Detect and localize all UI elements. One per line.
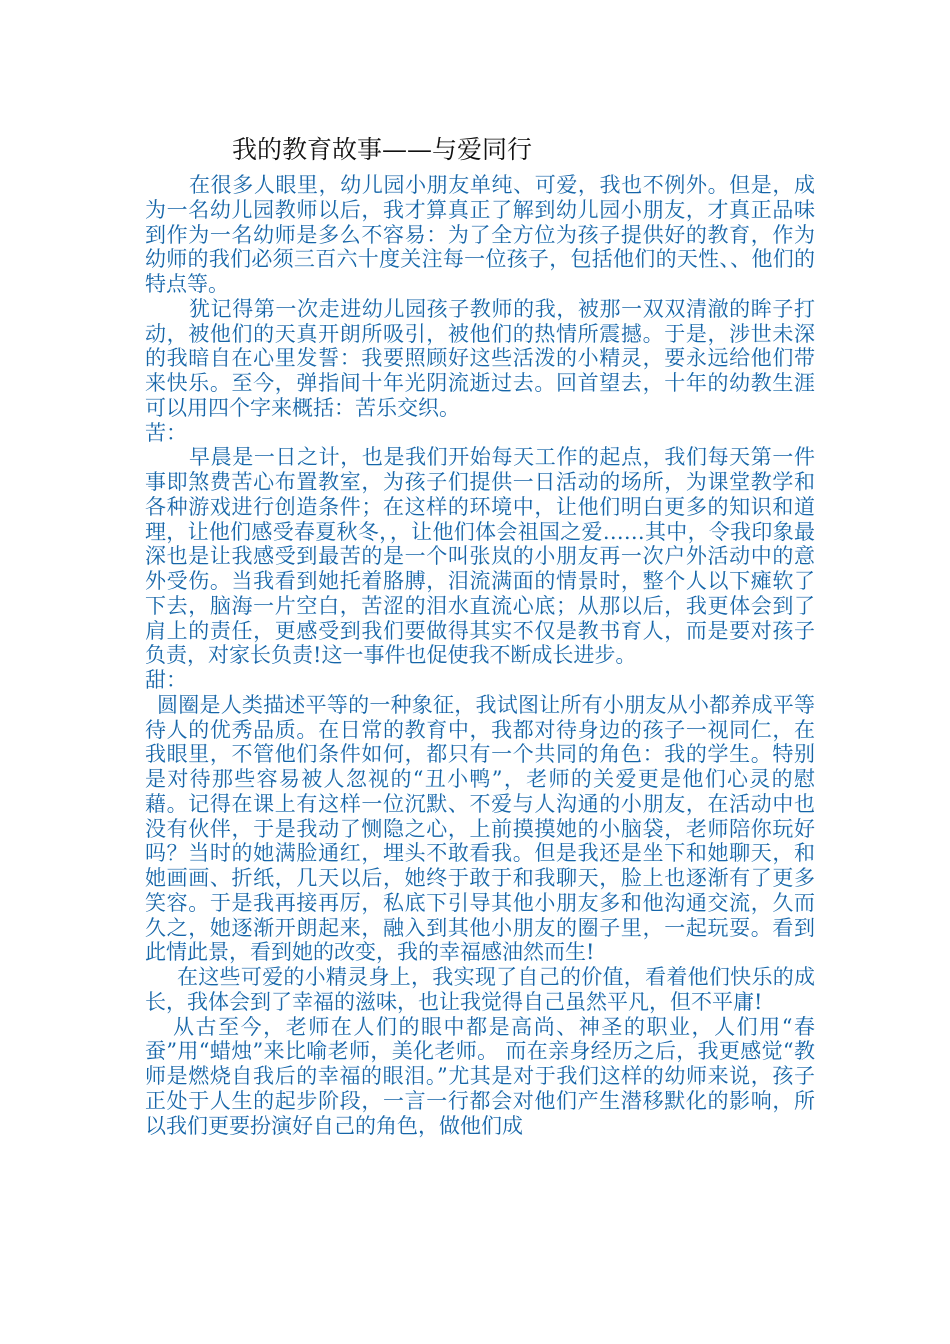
section-heading-sweet: 甜： <box>145 668 187 692</box>
paragraph-sweet: 圆圈是人类描述平等的一种象征，我试图让所有小朋友从小都养成平等待人的优秀品质。在日常的教育中，我都对待身边的孩子一视同仁，在我眼里，不管他们条件如何，都只有一个共同的角色：我的学生。特别是对待那些容易被人忽视的“丑小鸭”，老师的关爱更是他们心灵的慰藉。记得在课上有这样一位沉默、不爱与人沟通的小朋友，在活动中也没有伙伴，于是我动了恻隐之心，上前摸摸她的小脑袋，老师陪你玩好吗？当时的她满脸通红，埋头不敢看我。但是我还是坐下和她聊天，和她画画、折纸，几天以后，她终于敢于和我聊天，脸上也逐渐有了更多笑容。于是我再接再厉，私底下引导其他小朋友多和他沟通交流，久而久之，她逐渐开朗起来，融入到其他小朋友的圈子里，一起玩耍。看到此情此景，看到她的改变，我的幸福感油然而生! <box>145 692 815 965</box>
document-body <box>145 173 815 1138</box>
paragraph-intro: 在很多人眼里，幼儿园小朋友单纯、可爱，我也不例外。但是，成为一名幼儿园教师以后，我才算真正了解到幼儿园小朋友，才真正品味到作为一名幼师是多么不容易：为了全方位为孩子提供好的教育，作为幼师的我们必须三百六十度关注每一位孩子，包括他们的天性、、他们的特点等。 <box>145 173 815 296</box>
section-heading-bitter: 苦： <box>145 420 187 445</box>
paragraph-bitter: 早晨是一日之计，也是我们开始每天工作的起点，我们每天第一件事即煞费苦心布置教室，为孩子们提供一日活动的场所，为课堂教学和各种游戏进行创造条件；在这样的环境中，让他们明白更多的知识和道理，让他们感受春夏秋冬，，让他们体会祖国之爱……其中，令我印象最深也是让我感受到最苦的是一个叫张岚的小朋友再一次户外活动中的意外受伤。当我看到她托着胳膊，泪流满面的情景时，整个人以下瘫软了下去，脑海一片空白，苦涩的泪水直流心底；从那以后，我更体会到了肩上的责任，更感受到我们要做得其实不仅是教书育人，而是要对孩子负责，对家长负责!这一事件也促使我不断成长进步。 <box>145 445 815 668</box>
paragraph-teacher: 从古至今，老师在人们的眼中都是高尚、神圣的职业，人们用“春蚕”用“蜡烛”来比喻老师，美化老师。 而在亲身经历之后，我更感觉“教师是燃烧自我后的幸福的眼泪。”尤其是对于我们这样的幼师来说，孩子正处于人生的起步阶段，一言一行都会对他们产生潜移默化的影响，所以我们更要扮演好自己的角色，做他们成 <box>145 1014 815 1138</box>
paragraph-value: 在这些可爱的小精灵身上，我实现了自己的价值，看着他们快乐的成长，我体会到了幸福的滋味，也让我觉得自己虽然平凡，但不平庸! <box>145 965 815 1014</box>
paragraph-first-day: 犹记得第一次走进幼儿园孩子教师的我，被那一双双清澈的眸子打动，被他们的天真开朗所吸引，被他们的热情所震撼。于是，涉世未深的我暗自在心里发誓：我要照顾好这些活泼的小精灵，要永远给他们带来快乐。至今，弹指间十年光阴流逝过去。回首望去，十年的幼教生涯可以用四个字来概括：苦乐交织。 <box>145 296 815 420</box>
document-title: 我的教育故事——与爱同行 <box>232 135 533 164</box>
